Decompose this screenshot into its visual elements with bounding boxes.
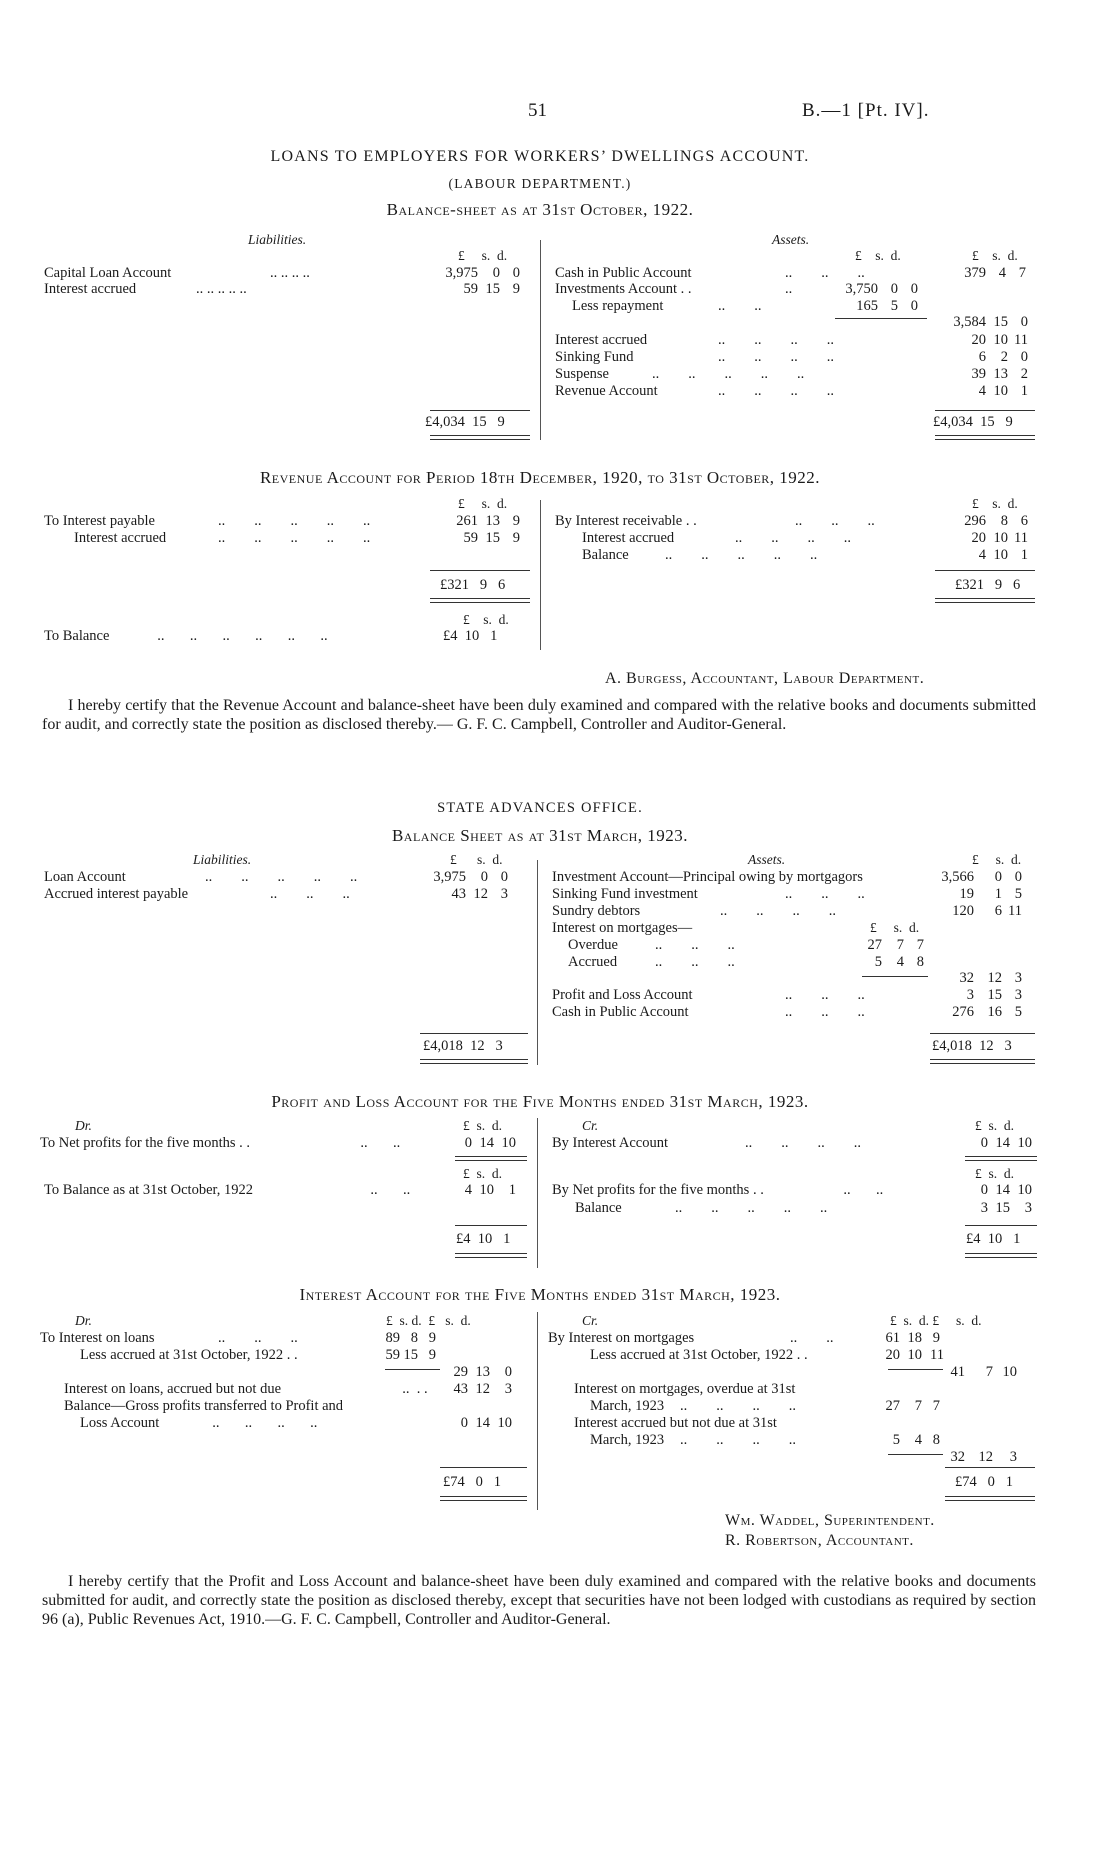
- leader-dots: .. ..: [335, 1135, 401, 1151]
- lsd-header: £ s. d.: [458, 248, 508, 263]
- total-double-rule: [430, 598, 530, 603]
- asset-label: Investment Account—Principal owing by mortgagors: [552, 869, 863, 885]
- total-double-rule: [455, 1156, 527, 1161]
- balance-label: To Balance: [44, 628, 110, 644]
- interest-label: Loss Account: [80, 1415, 160, 1431]
- liabilities-total: £4,034 15 9: [425, 414, 505, 430]
- asset-label: Accrued: [568, 954, 618, 970]
- asset-label: Sinking Fund: [555, 349, 634, 365]
- lsd-header: £ s. d.: [855, 248, 901, 263]
- revenue-amount: 4 10 1: [978, 547, 1028, 563]
- revenue-amount: 296 8 6: [964, 513, 1028, 529]
- asset-amount: 3 15 3: [966, 987, 1022, 1003]
- lsd-header: £ s. d.: [975, 1118, 1015, 1133]
- liabilities-total: £4,018 12 3: [423, 1038, 503, 1054]
- pl-amount: 3 15 3: [980, 1200, 1032, 1216]
- leader-dots: .. ..: [718, 298, 762, 314]
- total-double-rule: [935, 435, 1035, 440]
- total-rule: [930, 1033, 1035, 1034]
- asset-amount: 4 10 1: [978, 383, 1028, 399]
- revenue-label: Interest accrued: [582, 530, 675, 546]
- balance-amount: £4 10 1: [443, 628, 498, 644]
- assets-heading: Assets.: [772, 232, 810, 247]
- leader-dots: ..: [785, 281, 793, 297]
- asset-amount: 3,584 15 0: [953, 314, 1028, 330]
- revenue-amount: 20 10 11: [971, 530, 1028, 546]
- leader-dots: .. ..: [345, 1182, 411, 1198]
- liability-amount: 3,975 0 0: [445, 265, 520, 281]
- pl-amount: 4 10 1: [464, 1182, 516, 1198]
- total-rule: [455, 1225, 527, 1226]
- asset-amount: 39 13 2: [971, 366, 1028, 382]
- revenue-account-title: Revenue Account for Period 18th December, 1920, to 31st October, 1922.: [259, 468, 821, 487]
- asset-amount: 19 1 5: [959, 886, 1022, 902]
- accountant-signature: R. Robertson, Accountant.: [725, 1532, 914, 1549]
- leader-dots: .. .. .. ..: [745, 1135, 861, 1151]
- lsd-header: £ s. d.: [463, 1118, 503, 1133]
- total-rule: [440, 1467, 527, 1468]
- leader-dots: .. ..: [790, 1330, 834, 1346]
- interest-amount: 32 12 3: [950, 1449, 1017, 1465]
- asset-subamount: 5 4 8: [874, 954, 924, 970]
- lsd-header: £ s. d.: [463, 612, 509, 627]
- interest-amount: 29 13 0: [453, 1364, 512, 1380]
- interest-subamount: 89 8 9: [385, 1330, 436, 1346]
- interest-label: To Interest on loans: [40, 1330, 155, 1346]
- revenue-label: Interest accrued: [74, 530, 167, 546]
- leader-dots: .. .. ..: [785, 1004, 865, 1020]
- liability-label: Capital Loan Account: [44, 265, 172, 281]
- asset-label: Suspense: [555, 366, 609, 382]
- leader-dots: .. .. ..: [655, 954, 735, 970]
- total-rule: [965, 1225, 1037, 1226]
- pl-right-total: £4 10 1: [966, 1231, 1021, 1247]
- pl-label: To Net profits for the five months . .: [40, 1135, 251, 1151]
- lsd-header: £ s. d.: [972, 248, 1018, 263]
- column-divider: [540, 500, 541, 650]
- column-divider: [537, 860, 538, 1065]
- interest-account-title: Interest Account for the Five Months ended 31st March, 1923.: [299, 1285, 781, 1304]
- leader-dots: .. .. ..: [655, 937, 735, 953]
- interest-amount: 41 7 10: [950, 1364, 1017, 1380]
- leader-dots: .. .. ..: [785, 886, 865, 902]
- asset-label: Less repayment: [572, 298, 664, 314]
- assets-total: £4,018 12 3: [932, 1038, 1012, 1054]
- lsd-header: £ s. d. £ s. d.: [890, 1313, 982, 1328]
- asset-amount: 6 2 0: [978, 349, 1028, 365]
- liability-label: Loan Account: [44, 869, 126, 885]
- interest-subamount: 20 10 11: [885, 1347, 944, 1363]
- lsd-header: £ s. d.: [975, 1166, 1015, 1181]
- leader-dots: .. .. .. .. ..: [196, 281, 247, 297]
- liability-amount: 43 12 3: [451, 886, 508, 902]
- leader-dots: .. .. .. ..: [680, 1432, 796, 1448]
- accountant-signature: A. Burgess, Accountant, Labour Department.: [605, 670, 925, 687]
- section-subtitle: (LABOUR DEPARTMENT.): [448, 176, 632, 191]
- asset-label: Sinking Fund investment: [552, 886, 698, 902]
- audit-certificate: I hereby certify that the Profit and Loss Account and balance-sheet have been duly examined and compared with the relative books and documents submitted for audit, and correctly state the position as disclosed thereby, except that securities have not been lodged with custodians as required by section 96 (a), Public Revenues Act, 1910.—G. F. C. Campbell, Controller and Auditor-General.: [42, 1573, 1036, 1628]
- total-double-rule: [935, 598, 1035, 603]
- revenue-right-total: £321 9 6: [955, 577, 1021, 593]
- interest-label: Less accrued at 31st October, 1922 . .: [80, 1347, 298, 1363]
- total-rule: [420, 1033, 528, 1034]
- lsd-header: £ s. d.: [450, 852, 503, 867]
- leader-dots: .. .. .. .. ..: [675, 1200, 828, 1216]
- asset-label: Interest on mortgages—: [552, 920, 693, 936]
- pl-label: By Net profits for the five months . .: [552, 1182, 764, 1198]
- leader-dots: .. .. .. .. .. ..: [150, 628, 328, 644]
- interest-label: Interest accrued but not due at 31st: [574, 1415, 777, 1431]
- asset-label: Overdue: [568, 937, 618, 953]
- document-reference: B.—1 [Pt. IV].: [802, 100, 930, 121]
- asset-amount: 20 10 11: [971, 332, 1028, 348]
- liability-label: Interest accrued: [44, 281, 137, 297]
- leader-dots: .. ..: [818, 1182, 884, 1198]
- subtotal-rule: [862, 976, 928, 977]
- credit-heading: Cr.: [582, 1313, 599, 1328]
- total-double-rule: [455, 1253, 527, 1258]
- pl-amount: 0 14 10: [980, 1135, 1032, 1151]
- asset-amount: 3,566 0 0: [941, 869, 1022, 885]
- total-rule: [935, 570, 1035, 571]
- revenue-amount: 59 15 9: [463, 530, 520, 546]
- liabilities-heading: Liabilities.: [193, 852, 252, 867]
- total-double-rule: [930, 1059, 1035, 1064]
- superintendent-signature: Wm. Waddel, Superintendent.: [725, 1512, 935, 1529]
- asset-label: Cash in Public Account: [555, 265, 692, 281]
- leader-dots: .. .. ..: [785, 987, 865, 1003]
- total-rule: [945, 1467, 1035, 1468]
- audit-certificate: I hereby certify that the Revenue Account and balance-sheet have been duly examined and compared with the relative books and documents submitted for audit, and correctly state the position as disclosed thereby.— G. F. C. Campbell, Controller and Auditor-General.: [42, 697, 1036, 733]
- total-double-rule: [965, 1253, 1037, 1258]
- asset-label: Investments Account . .: [555, 281, 692, 297]
- leader-dots: .. .. ..: [795, 513, 875, 529]
- subtotal-rule: [835, 318, 927, 319]
- leader-dots: .. .. .. ..: [680, 1398, 796, 1414]
- lsd-header: £ s. d.: [972, 496, 1018, 511]
- assets-total: £4,034 15 9: [933, 414, 1013, 430]
- column-divider: [540, 240, 541, 440]
- leader-dots: .. .. .. ..: [735, 530, 851, 546]
- revenue-label: To Interest payable: [44, 513, 155, 529]
- leader-dots: .. . .: [395, 1381, 428, 1397]
- asset-label: Sundry debtors: [552, 903, 641, 919]
- total-double-rule: [945, 1496, 1035, 1501]
- interest-amount: 43 12 3: [453, 1381, 512, 1397]
- interest-subamount: 5 4 8: [892, 1432, 940, 1448]
- interest-label: Less accrued at 31st October, 1922 . .: [590, 1347, 808, 1363]
- leader-dots: .. .. .. ..: [718, 383, 834, 399]
- lsd-header: £ s. d. £ s. d.: [386, 1313, 471, 1328]
- credit-heading: Cr.: [582, 1118, 599, 1133]
- leader-dots: .. .. .. .. ..: [205, 869, 358, 885]
- interest-label: March, 1923: [590, 1398, 665, 1414]
- leader-dots: .. .. ..: [218, 1330, 298, 1346]
- interest-subamount: 59 15 9: [385, 1347, 436, 1363]
- leader-dots: .. .. .. .. ..: [218, 530, 371, 546]
- leader-dots: .. .. .. ..: [270, 265, 310, 281]
- asset-label: Interest accrued: [555, 332, 648, 348]
- balance-sheet-title: Balance Sheet as at 31st March, 1923.: [391, 826, 689, 845]
- asset-label: Revenue Account: [555, 383, 658, 399]
- leader-dots: .. .. .. .. ..: [665, 547, 818, 563]
- liability-label: Accrued interest payable: [44, 886, 189, 902]
- total-double-rule: [420, 1059, 528, 1064]
- section-title: LOANS TO EMPLOYERS FOR WORKERS’ DWELLINGS ACCOUNT.: [270, 148, 810, 165]
- debit-heading: Dr.: [75, 1118, 92, 1133]
- pl-label: To Balance as at 31st October, 1922: [44, 1182, 253, 1198]
- pl-amount: 0 14 10: [980, 1182, 1032, 1198]
- section-title: STATE ADVANCES OFFICE.: [437, 800, 643, 816]
- total-double-rule: [965, 1156, 1037, 1161]
- subtotal-rule: [888, 1454, 943, 1455]
- lsd-header: £ s. d.: [972, 852, 1022, 867]
- lsd-header: £ s. d.: [463, 1166, 503, 1181]
- page-number: 51: [528, 100, 547, 121]
- subtotal-rule: [888, 1369, 943, 1370]
- leader-dots: .. .. .. .. ..: [218, 513, 371, 529]
- total-double-rule: [430, 435, 530, 440]
- interest-label: Balance—Gross profits transferred to Profit and: [64, 1398, 344, 1414]
- asset-label: Profit and Loss Account: [552, 987, 693, 1003]
- pl-amount: 0 14 10: [464, 1135, 516, 1151]
- leader-dots: .. .. .. ..: [718, 332, 834, 348]
- leader-dots: .. .. ..: [785, 265, 865, 281]
- total-rule: [430, 570, 530, 571]
- interest-amount: 0 14 10: [460, 1415, 512, 1431]
- assets-heading: Assets.: [748, 852, 786, 867]
- revenue-label: By Interest receivable . .: [555, 513, 697, 529]
- total-rule: [430, 410, 530, 411]
- leader-dots: .. .. .. ..: [205, 1415, 318, 1431]
- leader-dots: .. .. .. ..: [720, 903, 836, 919]
- leader-dots: .. .. ..: [270, 886, 350, 902]
- asset-subamount: 3,750 0 0: [845, 281, 918, 297]
- total-rule: [935, 410, 1035, 411]
- interest-right-total: £74 0 1: [955, 1474, 1013, 1490]
- subtotal-rule: [385, 1369, 440, 1370]
- lsd-header: £ s. d.: [458, 496, 508, 511]
- interest-subamount: 27 7 7: [885, 1398, 940, 1414]
- interest-label: Interest on loans, accrued but not due: [64, 1381, 282, 1397]
- profit-loss-title: Profit and Loss Account for the Five Months ended 31st March, 1923.: [271, 1092, 809, 1111]
- asset-subamount: 27 7 7: [867, 937, 924, 953]
- interest-subamount: 61 18 9: [885, 1330, 940, 1346]
- pl-left-total: £4 10 1: [456, 1231, 511, 1247]
- total-double-rule: [440, 1496, 527, 1501]
- asset-amount: 276 16 5: [952, 1004, 1022, 1020]
- interest-label: March, 1923: [590, 1432, 665, 1448]
- asset-amount: 379 4 7: [964, 265, 1026, 281]
- liability-amount: 59 15 9: [463, 281, 520, 297]
- liability-amount: 3,975 0 0: [433, 869, 508, 885]
- liabilities-heading: Liabilities.: [248, 232, 307, 247]
- lsd-header: £ s. d.: [870, 920, 920, 935]
- asset-subamount: 165 5 0: [856, 298, 918, 314]
- pl-label: By Interest Account: [552, 1135, 668, 1151]
- balance-sheet-title: Balance-sheet as at 31st October, 1922.: [386, 200, 694, 219]
- interest-left-total: £74 0 1: [443, 1474, 501, 1490]
- column-divider: [537, 1312, 538, 1510]
- asset-label: Cash in Public Account: [552, 1004, 689, 1020]
- asset-amount: 120 6 11: [952, 903, 1022, 919]
- leader-dots: .. .. .. .. ..: [652, 366, 805, 382]
- pl-label: Balance: [575, 1200, 622, 1216]
- leader-dots: .. .. .. ..: [718, 349, 834, 365]
- interest-label: By Interest on mortgages: [548, 1330, 695, 1346]
- revenue-left-total: £321 9 6: [440, 577, 506, 593]
- revenue-amount: 261 13 9: [456, 513, 520, 529]
- revenue-label: Balance: [582, 547, 629, 563]
- column-divider: [537, 1118, 538, 1268]
- asset-amount: 32 12 3: [959, 970, 1022, 986]
- debit-heading: Dr.: [75, 1313, 92, 1328]
- interest-label: Interest on mortgages, overdue at 31st: [574, 1381, 796, 1397]
